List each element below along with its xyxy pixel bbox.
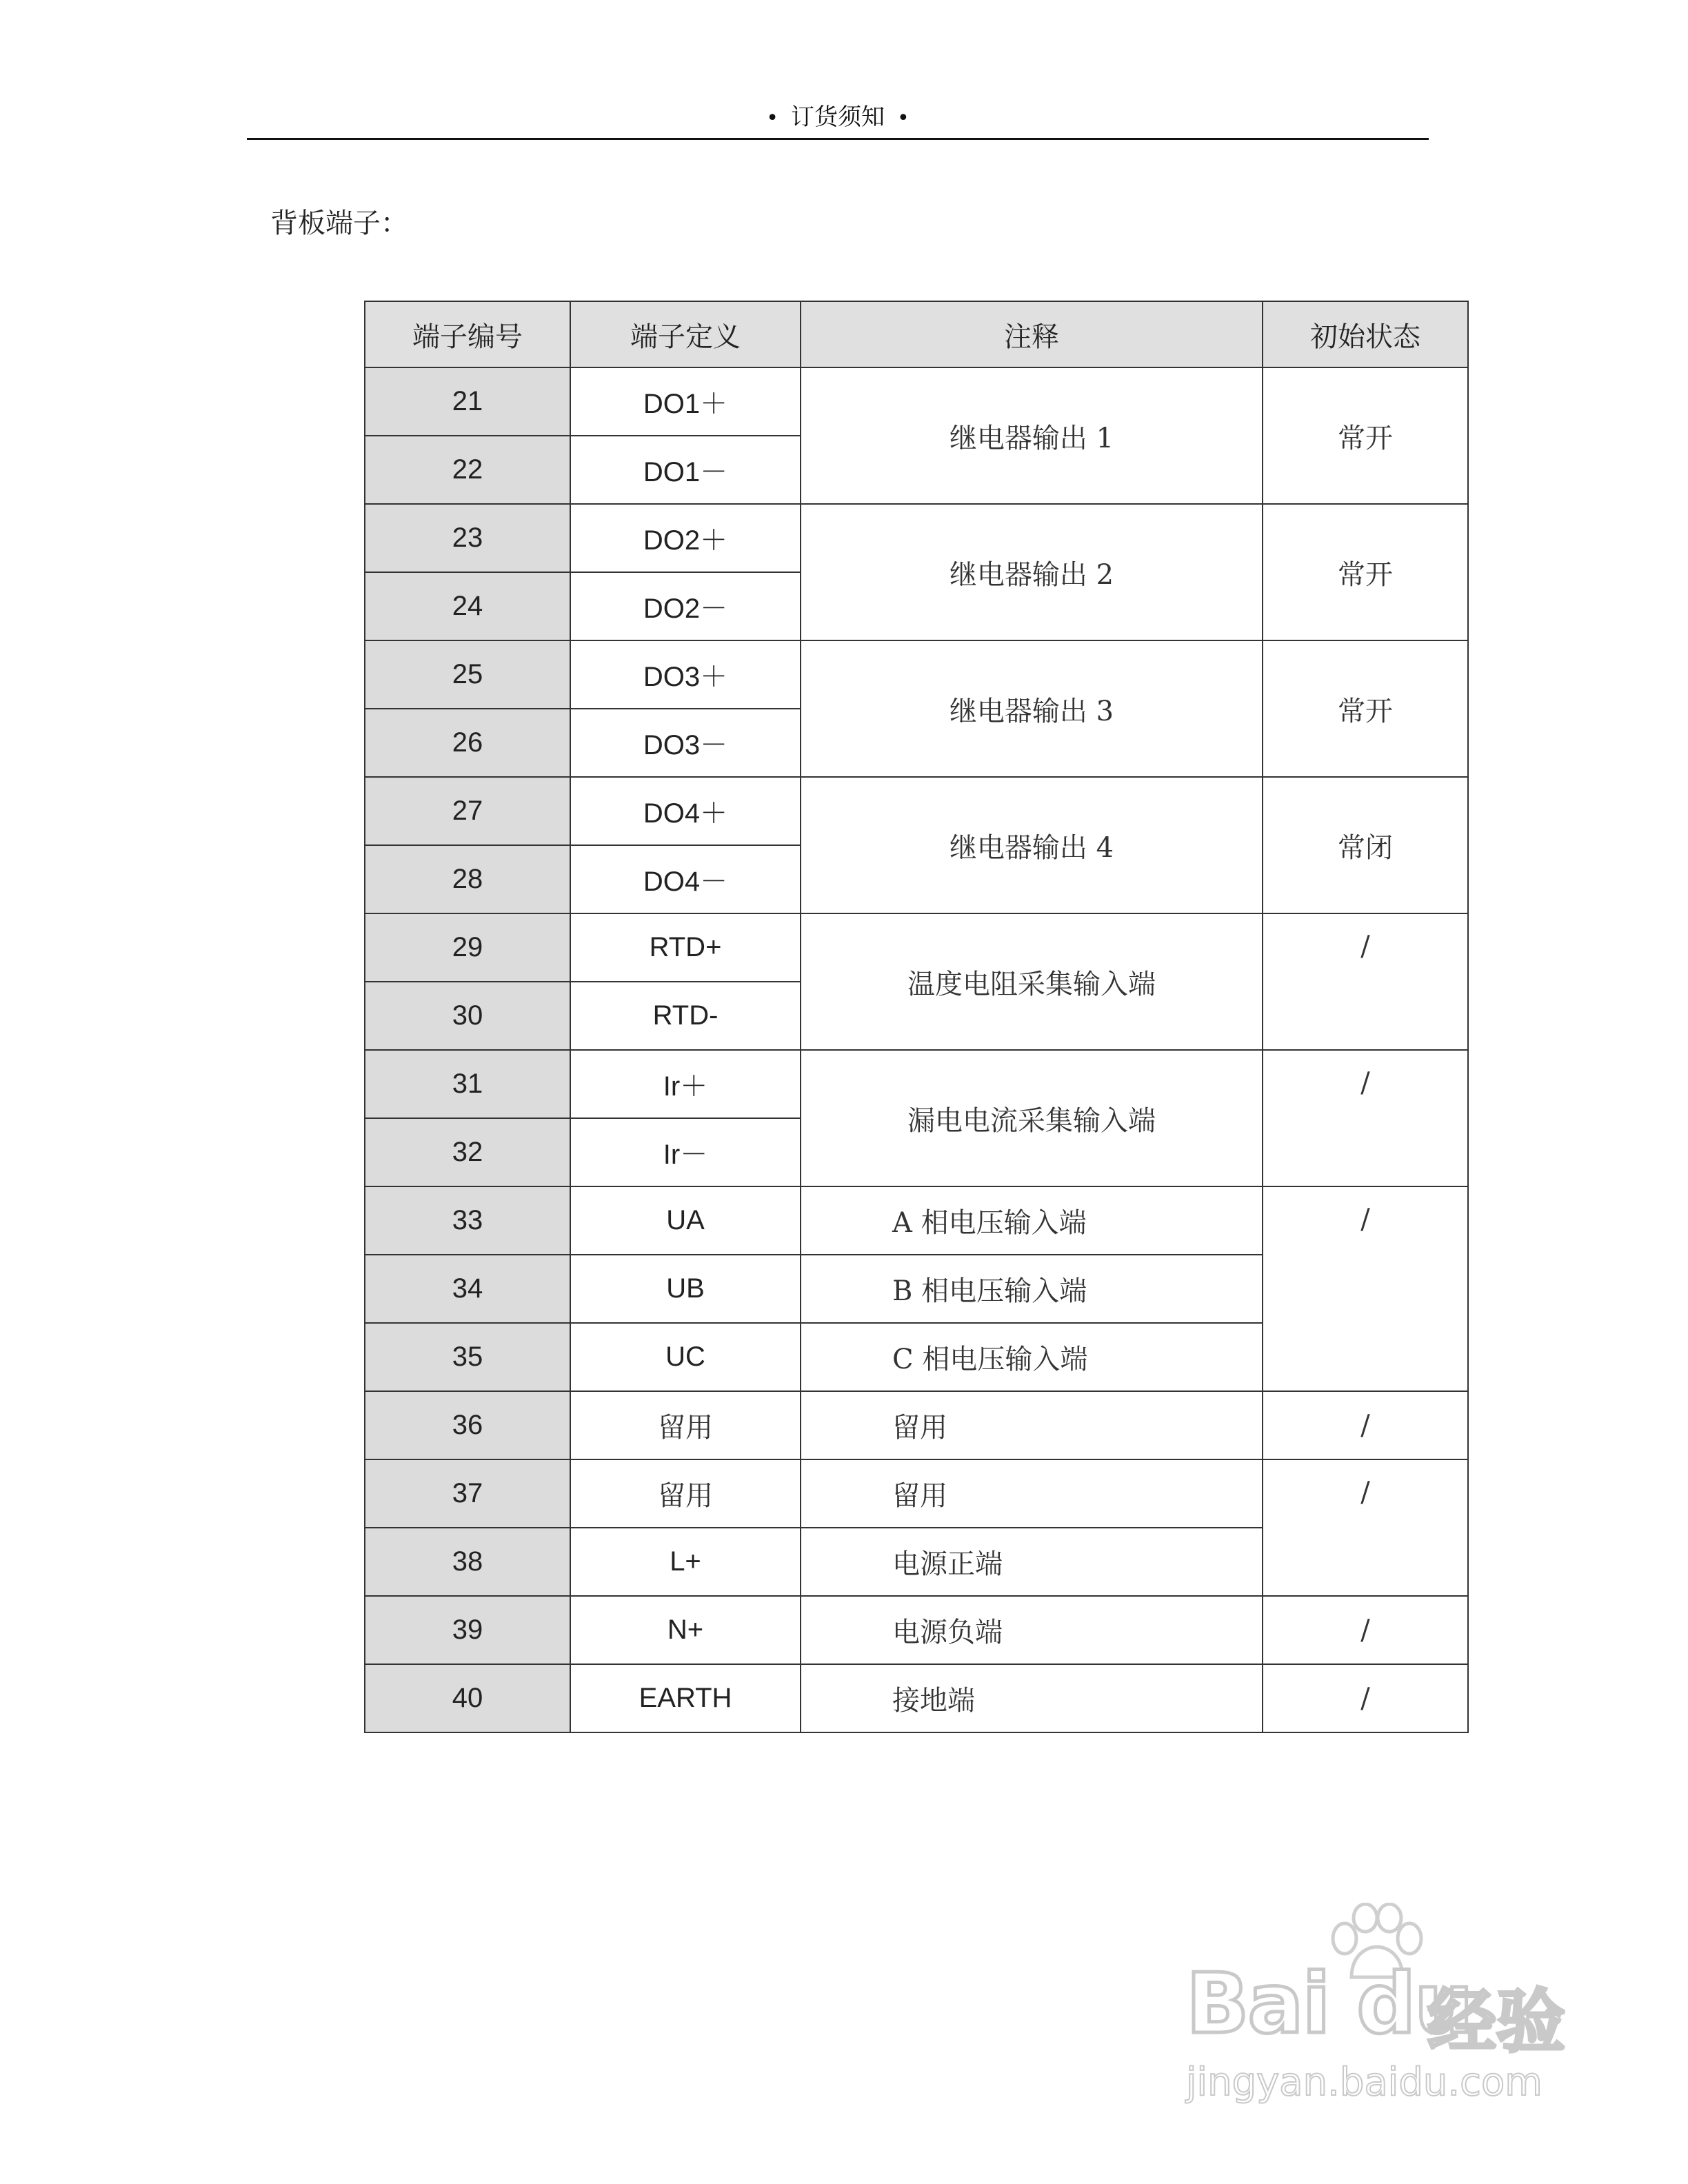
table-row bbox=[365, 1596, 1468, 1664]
terminal-definition: EARTH bbox=[570, 1664, 801, 1732]
terminal-note: 接地端 bbox=[801, 1664, 1263, 1732]
terminal-definition: Ir－ bbox=[570, 1118, 801, 1186]
header-divider bbox=[247, 138, 1429, 140]
terminal-definition: DO1＋ bbox=[570, 367, 801, 436]
terminal-note: 留用 bbox=[801, 1459, 1263, 1528]
initial-state: / bbox=[1263, 913, 1468, 1050]
table-row bbox=[365, 1050, 1468, 1118]
table-row bbox=[365, 1664, 1468, 1732]
terminal-number: 30 bbox=[365, 982, 570, 1050]
header-title: 订货须知 bbox=[791, 103, 885, 131]
initial-state: 常开 bbox=[1263, 504, 1468, 640]
terminal-number: 21 bbox=[365, 367, 570, 436]
terminal-note: A 相电压输入端 bbox=[801, 1186, 1263, 1255]
table-row bbox=[365, 504, 1468, 572]
watermark-brand-zh: 经验 bbox=[1427, 1981, 1565, 2062]
terminal-definition: Ir＋ bbox=[570, 1050, 801, 1118]
terminal-definition: 留用 bbox=[570, 1391, 801, 1459]
terminal-definition: UA bbox=[570, 1186, 801, 1255]
terminal-number: 40 bbox=[365, 1664, 570, 1732]
header-bullet-right: • bbox=[897, 106, 910, 130]
terminal-definition: DO4＋ bbox=[570, 777, 801, 845]
initial-state: 常开 bbox=[1263, 367, 1468, 504]
terminal-note: 留用 bbox=[801, 1391, 1263, 1459]
terminal-number: 28 bbox=[365, 845, 570, 913]
terminal-definition: RTD+ bbox=[570, 913, 801, 982]
table-row bbox=[365, 1391, 1468, 1459]
initial-state: / bbox=[1263, 1459, 1468, 1596]
terminal-definition: DO3－ bbox=[570, 709, 801, 777]
terminal-note: 电源正端 bbox=[801, 1528, 1263, 1596]
terminal-table bbox=[364, 301, 1469, 1733]
section-title: 背板端子： bbox=[270, 208, 408, 239]
terminal-number: 27 bbox=[365, 777, 570, 845]
terminal-definition: DO1－ bbox=[570, 436, 801, 504]
table-row bbox=[365, 1459, 1468, 1528]
table-row bbox=[365, 640, 1468, 709]
terminal-number: 35 bbox=[365, 1323, 570, 1391]
initial-state: / bbox=[1263, 1186, 1468, 1391]
terminal-number: 25 bbox=[365, 640, 570, 709]
terminal-number: 36 bbox=[365, 1391, 570, 1459]
column-header: 端子编号 bbox=[365, 301, 570, 367]
terminal-definition: N+ bbox=[570, 1596, 801, 1664]
initial-state: / bbox=[1263, 1596, 1468, 1664]
terminal-note: 继电器输出 1 bbox=[801, 367, 1263, 504]
column-header: 端子定义 bbox=[570, 301, 801, 367]
terminal-number: 33 bbox=[365, 1186, 570, 1255]
terminal-number: 23 bbox=[365, 504, 570, 572]
terminal-number: 32 bbox=[365, 1118, 570, 1186]
terminal-definition: 留用 bbox=[570, 1459, 801, 1528]
terminal-note: 继电器输出 4 bbox=[801, 777, 1263, 913]
terminal-definition: L+ bbox=[570, 1528, 801, 1596]
initial-state: 常开 bbox=[1263, 640, 1468, 777]
terminal-note: 漏电电流采集输入端 bbox=[801, 1050, 1263, 1186]
terminal-note: 电源负端 bbox=[801, 1596, 1263, 1664]
initial-state: / bbox=[1263, 1391, 1468, 1459]
watermark-brand: Bai du bbox=[1186, 1957, 1472, 2052]
terminal-note: 继电器输出 2 bbox=[801, 504, 1263, 640]
terminal-note: C 相电压输入端 bbox=[801, 1323, 1263, 1391]
terminal-note: B 相电压输入端 bbox=[801, 1255, 1263, 1323]
terminal-number: 38 bbox=[365, 1528, 570, 1596]
terminal-number: 29 bbox=[365, 913, 570, 982]
terminal-number: 22 bbox=[365, 436, 570, 504]
terminal-definition: RTD- bbox=[570, 982, 801, 1050]
column-header: 注释 bbox=[801, 301, 1263, 367]
terminal-definition: DO2－ bbox=[570, 572, 801, 640]
baidu-jingyan-watermark bbox=[1172, 1903, 1586, 2110]
terminal-note: 继电器输出 3 bbox=[801, 640, 1263, 777]
terminal-note: 温度电阻采集输入端 bbox=[801, 913, 1263, 1050]
terminal-definition: DO3＋ bbox=[570, 640, 801, 709]
terminal-number: 31 bbox=[365, 1050, 570, 1118]
table-header-row bbox=[365, 301, 1468, 367]
initial-state: 常闭 bbox=[1263, 777, 1468, 913]
terminal-definition: DO2＋ bbox=[570, 504, 801, 572]
watermark-url: jingyan.baidu.com bbox=[1186, 2060, 1543, 2105]
terminal-definition: DO4－ bbox=[570, 845, 801, 913]
terminal-definition: UC bbox=[570, 1323, 801, 1391]
terminal-number: 24 bbox=[365, 572, 570, 640]
column-header: 初始状态 bbox=[1263, 301, 1468, 367]
header-bullet-left: • bbox=[766, 106, 778, 130]
table-row bbox=[365, 1186, 1468, 1255]
initial-state: / bbox=[1263, 1664, 1468, 1732]
terminal-number: 37 bbox=[365, 1459, 570, 1528]
page-header bbox=[247, 97, 1429, 139]
terminal-table-container bbox=[364, 301, 1467, 1733]
terminal-number: 26 bbox=[365, 709, 570, 777]
table-row bbox=[365, 367, 1468, 436]
terminal-number: 39 bbox=[365, 1596, 570, 1664]
initial-state: / bbox=[1263, 1050, 1468, 1186]
table-row bbox=[365, 913, 1468, 982]
terminal-definition: UB bbox=[570, 1255, 801, 1323]
table-row bbox=[365, 777, 1468, 845]
terminal-number: 34 bbox=[365, 1255, 570, 1323]
